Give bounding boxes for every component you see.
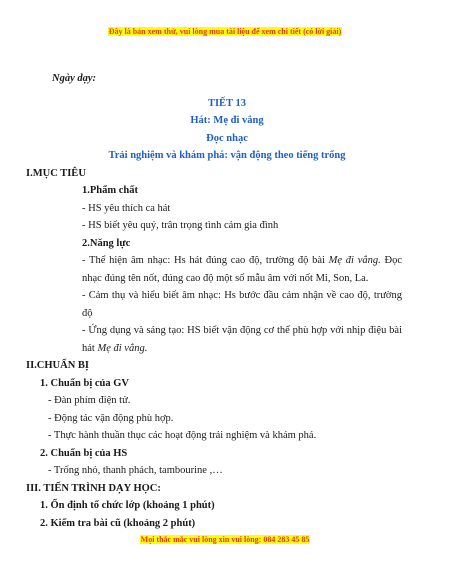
student-prep-item-1: - Trống nhỏ, thanh phách, tambourine ,… xyxy=(48,465,223,476)
section-objectives-title: I.MỤC TIÊU xyxy=(26,167,86,179)
teacher-prep-item-3: - Thực hành thuần thục các hoạt động trải nghiệm và khám phá. xyxy=(48,430,317,441)
section-procedure-title: III. TIẾN TRÌNH DẠY HỌC: xyxy=(26,482,161,494)
competency-1-song: Mẹ đi vắng. xyxy=(328,255,381,266)
procedure-item-2: 2. Kiểm tra bài cũ (khoảng 2 phút) xyxy=(40,517,196,529)
preview-banner-text: Đây là bản xem thử, vui lòng mua tài liệu để xem chi tiết (có lời giải) xyxy=(108,27,342,36)
preview-banner xyxy=(0,27,450,36)
song-title: Hát: Mẹ đi vắng xyxy=(190,115,264,126)
section-preparation-title: II.CHUẨN BỊ xyxy=(26,360,90,371)
qualities-item-2: - HS biết yêu quý, trân trọng tình cảm gia đình xyxy=(82,220,279,231)
teacher-prep-title: 1. Chuẩn bị của GV xyxy=(40,377,129,389)
qualities-item-1: - HS yêu thích ca hát xyxy=(82,202,171,214)
contact-banner-text: Mọi thắc mắc vui lòng xin vui lòng: 084 283 45 85 xyxy=(140,535,310,544)
competency-3-song: Mẹ đi vắng. xyxy=(97,342,148,354)
reading-title: Đọc nhạc xyxy=(206,132,248,144)
qualities-title: 1.Phẩm chất xyxy=(82,185,138,196)
competency-1: - Thể hiện âm nhạc: Hs hát đúng cao độ, trường độ bài Mẹ đi vắng. Đọc nhạc đúng tên nốt, đúng cao độ một số mẫu âm với nốt Mi, Son, La. xyxy=(82,255,402,284)
teacher-prep-item-2: - Động tác vận động phù hợp. xyxy=(48,412,174,424)
contact-banner xyxy=(0,535,450,544)
procedure-item-1: 1. Ổn định tổ chức lớp (khoảng 1 phút) xyxy=(40,500,215,511)
activity-title: Trải nghiệm và khám phá: vận động theo tiếng trống xyxy=(108,150,346,161)
competency-3: - Ứng dụng và sáng tạo: HS biết vận động cơ thể phù hợp với nhịp điệu bài hát Mẹ đi vắng. xyxy=(82,325,402,354)
document-body xyxy=(26,70,402,532)
student-prep-title: 2. Chuẩn bị của HS xyxy=(40,447,128,459)
competency-2: - Cảm thụ và hiểu biết âm nhạc: Hs bước đầu cảm nhận về cao độ, trường độ xyxy=(82,290,402,319)
lesson-number: TIẾT 13 xyxy=(207,97,247,109)
teacher-prep-item-1: - Đàn phím điện tử. xyxy=(48,395,131,406)
date-label: Ngày dạy: xyxy=(52,73,97,84)
competencies-title: 2.Năng lực xyxy=(82,237,131,249)
